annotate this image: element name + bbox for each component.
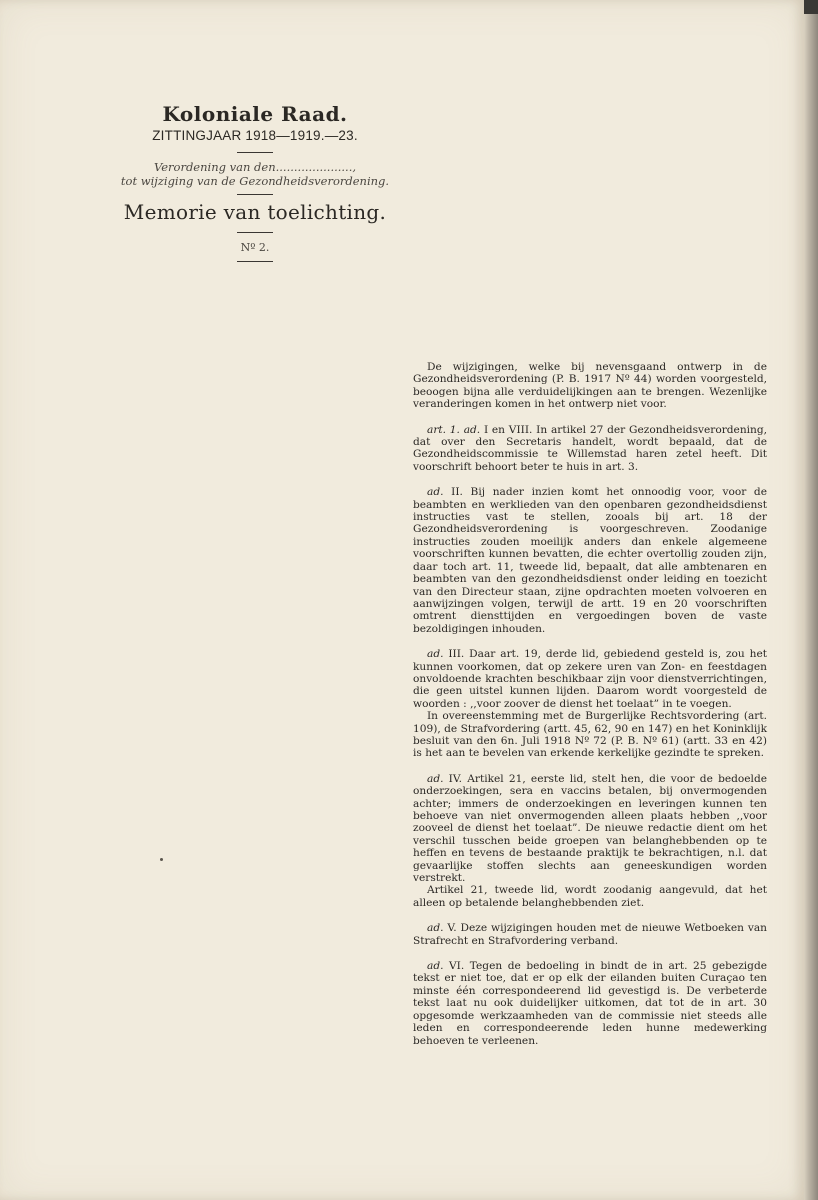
divider [237,232,273,233]
divider [237,152,273,153]
paragraph-ad6: ad. VI. Tegen de bedoeling in bindt de in art. 25 gebezigde tekst er niet toe, dat er op elk der eilanden buiten Curaçao ten minste één correspondeerend lid gevestigd is. De verbeterde tekst laat nu ook duidelijker uitkomen, dat tot de in art. 30 opgesomde werkzaamheden van de commissie niet steeds alle leden en correspondeerende leden hunne medewerking behoeven te verleenen. [413,960,767,1047]
paragraph-ad5: ad. V. Deze wijzigingen houden met de nieuwe Wetboeken van Strafrecht en Strafvordering verband. [413,922,767,947]
subtitle-line-2: tot wijziging van de Gezondheidsverordening. [120,174,390,188]
council-title: Koloniale Raad. [162,102,348,126]
paragraph-art1: art. 1. ad. I en VIII. In artikel 27 der Gezondheidsverordening, dat over den Secretaris handelt, wordt bepaald, dat de Gezondheidscommissie te Willemstad haren zetel heeft. Dit voorschrift behoort beter te huis in art. 3. [413,423,767,473]
paragraph-ad4-cont: Artikel 21, tweede lid, wordt zoodanig aangevuld, dat het alleen op betalende belanghebbenden ziet. [413,884,767,909]
scan-corner [804,0,818,14]
paragraph-ad4: ad. IV. Artikel 21, eerste lid, stelt hen, die voor de bedoelde onderzoekingen, sera en vaccins betalen, bij onvermogenden achter; immers de onderzoekingen en leveringen kunnen ten behoeve van niet onvermogenden alleen plaats hebben ,,voor zooveel de dienst het toelaat”. De nieuwe redactie dient om het verschil tusschen beide groepen van belanghebbenden op te heffen en tevens de bestaande praktijk te bekrachtigen, n.l. dat gevaarlijke stoffen slechts aan geneeskundigen worden verstrekt. [413,772,767,885]
memorie-heading: Memorie van toelichting. [123,200,387,224]
page-edge [804,0,818,1200]
session-year: ZITTINGJAAR 1918—1919.—23. [152,128,358,143]
paragraph-intro: De wijzigingen, welke bij nevensgaand ontwerp in de Gezondheidsverordening (P. B. 1917 Nº 44) worden voorgesteld, beoogen bijna alle verduidelijkingen aan te brengen. Wezenlijke veranderingen komen in het ontwerp niet voor. [413,361,767,411]
paragraph-ad3: ad. III. Daar art. 19, derde lid, gebiedend gesteld is, zou het kunnen voorkomen, dat op zekere uren van Zon- en feestdagen onvoldoende krachten beschikbaar zijn voor dienstverrichtingen, die geen uitstel kunnen lijden. Daarom wordt voorgesteld de woorden : ,,voor zoover de dienst het toelaat” in te voegen. [413,648,767,710]
paper-speck [160,858,163,861]
paragraph-ad2: ad. II. Bij nader inzien komt het onnoodig voor, voor de beambten en werklieden van den openbaren gezondheidsdienst instructies vast te stellen, zooals bij art. 18 der Gezondheidsverordening is voorgeschreven. Zoodanige instructies zouden moeilijk anders dan enkele algemeene voorschriften kunnen bevatten, die echter overtollig zouden zijn, daar toch art. 11, tweede lid, bepaalt, dat alle ambtenaren en beambten van den gezondheidsdienst onder leiding en toezicht van den Directeur staan, zijne opdrachten moeten volvoeren en aanwijzingen volgen, terwijl de artt. 19 en 20 voorschriften omtrent diensttijden en vergoedingen boven de vaste bezoldigingen inhouden. [413,486,767,635]
body-text [413,361,767,1060]
ordinance-subtitle [105,160,405,188]
divider [237,261,273,262]
subtitle-line-1: Verordening van den....................., [153,160,357,174]
divider [237,194,273,195]
document-number: Nº 2. [240,241,270,254]
paragraph-ad3-cont: In overeenstemming met de Burgerlijke Rechtsvordering (art. 109), de Strafvordering (artt. 45, 62, 90 en 147) en het Koninklijk besluit van den 6n. Juli 1918 Nº 72 (P. B. Nº 61) (artt. 33 en 42) is het aan te bevelen van erkende kerkelijke gezindte te spreken. [413,710,767,760]
